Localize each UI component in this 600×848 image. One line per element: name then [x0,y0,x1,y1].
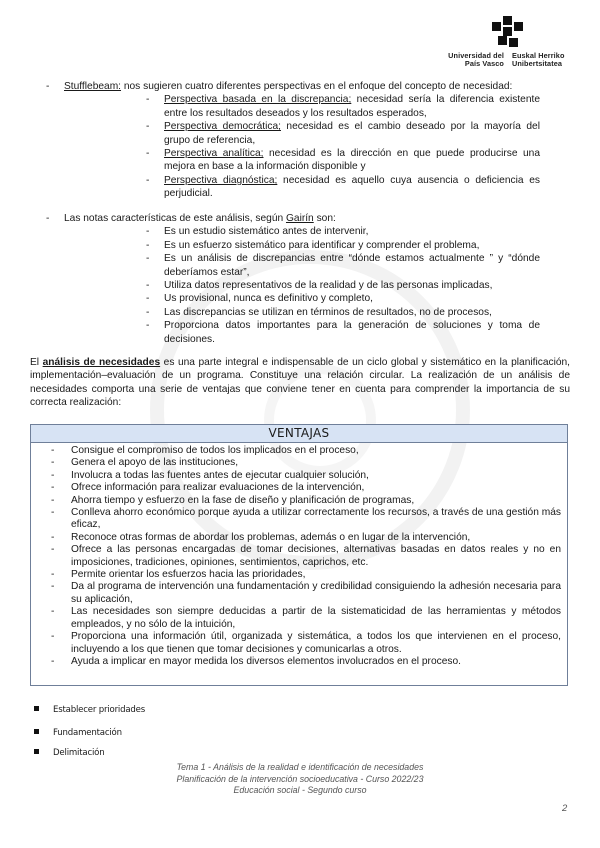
page-footer [0,762,600,797]
list-item: - Ahorra tiempo y esfuerzo en la fase de diseño y planificación de programas, [51,494,415,506]
list-item: - Perspectiva analítica; necesidad es la dirección en que puede producirse una mejora en base a la información disponible y [146,148,540,173]
page-number: 2 [562,803,568,814]
perspective-term: Perspectiva analítica; [164,148,264,160]
list-item: - Utiliza datos representativos de la realidad y de las personas implicadas, [146,280,493,292]
ventajas-list [31,443,567,668]
handwritten-note: Delimitación [34,747,105,760]
stufflebeam-section [0,80,600,201]
square-bullet-icon [34,706,39,711]
list-item: - Ayuda a implicar en mayor medida los diversos elementos involucrados en el proceso. [51,655,461,667]
gairin-intro: Las notas características de este análisis, según [64,213,286,224]
perspective-term: Perspectiva basada en la discrepancia; [164,94,352,106]
square-bullet-icon [34,729,39,734]
list-item: - Las necesidades son siempre deducidas a partir de la sistematicidad de las herramientas y métodos empleados, y no sólo de la intuición, [51,606,561,630]
list-item: - Perspectiva diagnóstica; necesidad es aquello cuya ausencia o deficiencia es perjudicial. [146,174,540,200]
intro-paragraph: El análisis de necesidades es una parte integral e indispensable de un ciclo global y sistemático en la planificación, implementación–evaluación de un programa. Constituye una relación circular. La realización de un análisis de necesidades comporta una serie de ventajas que conviene tener en cuenta para comprender la importancia de su correcta realización: [30,357,571,409]
perspective-text: necesidad sería la diferencia existente entre los resultados deseados y los resultados esperados, [164,94,540,119]
list-item: - Consigue el compromiso de todos los implicados en el proceso, [51,445,359,456]
list-item: - Reconoce otras formas de abordar los problemas, además o en lugar de la intervención, [51,531,471,543]
ventajas-title: VENTAJAS [31,425,567,443]
list-item: - Stufflebeam: nos sugieren cuatro diferentes perspectivas en el enfoque del concepto de necesidad: - Perspectiva basada en la discrepancia; necesidad sería la diferencia existente entre los resultados deseados y los resultados esperados, - Perspectiva democrática; necesidad es el cambio deseado por la mayoría del grupo de referencia, - Perspectiva analítica; necesidad es la dirección en que puede producirse una mejora en base a la información disponible y - Perspectiva diagnóstica; necesidad es aquello cuya ausencia o deficiencia es perjudicial. [0,80,600,201]
list-item: - Ofrece a las personas encargadas de tomar decisiones, alternativas basadas en datos reales y no en imposiciones, tradiciones, opiniones, sentimientos, caprichos, etc. [51,544,561,568]
ventajas-box [30,424,568,686]
list-item: - Es un esfuerzo sistemático para identificar y comprender el problema, [146,239,480,251]
university-logo [440,12,580,74]
list-item: - Genera el apoyo de las instituciones, [51,457,239,469]
list-item: - Las discrepancias se utilizan en términos de resultados, no de procesos, [146,306,492,318]
square-bullet-icon [34,749,39,754]
list-item: - Proporciona datos importantes para la generación de soluciones y toma de decisiones. [146,320,540,345]
footer-line: Educación social - Segundo curso [233,785,367,795]
perspective-text: necesidad es aquello cuya ausencia o deficiencia es perjudicial. [164,174,540,200]
list-item: - Us provisional, nunca es definitivo y completo, [146,293,373,305]
list-item: - Perspectiva democrática; necesidad es el cambio deseado por la mayoría del grupo de referencia, [146,121,540,146]
list-item: - Involucra a todas las fuentes antes de ejecutar cualquier solución, [51,469,369,481]
university-emblem-icon [492,16,528,48]
list-item: - Proporciona una información útil, organizada y sistemática, a todos los que intervienen en el proceso, incluyendo a los que tienen que tomar decisiones y comunicarlas a otros. [51,631,561,655]
perspective-text: necesidad es el cambio deseado por la mayoría del grupo de referencia, [164,121,540,146]
gairin-section [0,212,600,346]
list-item: - Las notas características de este análisis, según Gairín son: - Es un estudio sistemático antes de intervenir, - Es un esfuerzo sistemático para identificar y comprender el problema, - Es un análisis de discrepancias entre “dónde estamos actualmente ” y “dónde deberíamos estar”, - Utiliza datos representativos de la realidad y de las personas implicadas, - Us provisional, nunca es definitivo y completo, - Las discrepancias se utilizan en términos de resultados, no de procesos, - Proporciona datos importantes para la generación de soluciones y toma de decisiones. [0,212,600,346]
footer-line: Tema 1 - Análisis de la realidad e identificación de necesidades [176,762,424,772]
handwritten-note: Establecer prioridades [34,704,145,717]
handwritten-note: Fundamentación [34,727,122,740]
perspective-term: Perspectiva democrática; [164,121,281,133]
stufflebeam-intro: nos sugieren cuatro diferentes perspectivas en el enfoque del concepto de necesidad: [121,81,513,92]
gairin-intro-end: son: [313,213,336,224]
university-name-eu: Euskal Herriko Unibertsitatea [512,51,565,68]
perspective-term: Perspectiva diagnóstica; [164,174,278,186]
list-item: - Es un análisis de discrepancias entre “dónde estamos actualmente ” y “dónde deberíamos estar”, [146,253,540,278]
university-name-es: Universidad del País Vasco [448,51,504,68]
list-item: - Es un estudio sistemático antes de intervenir, [146,226,369,238]
list-item: - Conlleva ahorro económico porque ayuda a utilizar correctamente los recursos, a través de una gestión más eficaz, [51,507,561,531]
list-item: - Ofrece información para realizar evaluaciones de la intervención, [51,482,365,494]
perspective-text: necesidad es la dirección en que puede producirse una mejora en base a la información disponible y [164,148,540,173]
footer-line: Planificación de la intervención socioeducativa - Curso 2022/23 [176,773,424,784]
author-stufflebeam: Stufflebeam: [64,81,122,92]
author-gairin: Gairín [285,213,314,224]
list-item: - Perspectiva basada en la discrepancia; necesidad sería la diferencia existente entre los resultados deseados y los resultados esperados, [146,94,540,119]
list-item: - Permite orientar los esfuerzos hacia las prioridades, [51,569,306,581]
key-term: análisis de necesidades [42,357,161,368]
list-item: - Da al programa de intervención una fundamentación y credibilidad consiguiendo la adhesión necesaria para su aplicación, [51,581,561,605]
